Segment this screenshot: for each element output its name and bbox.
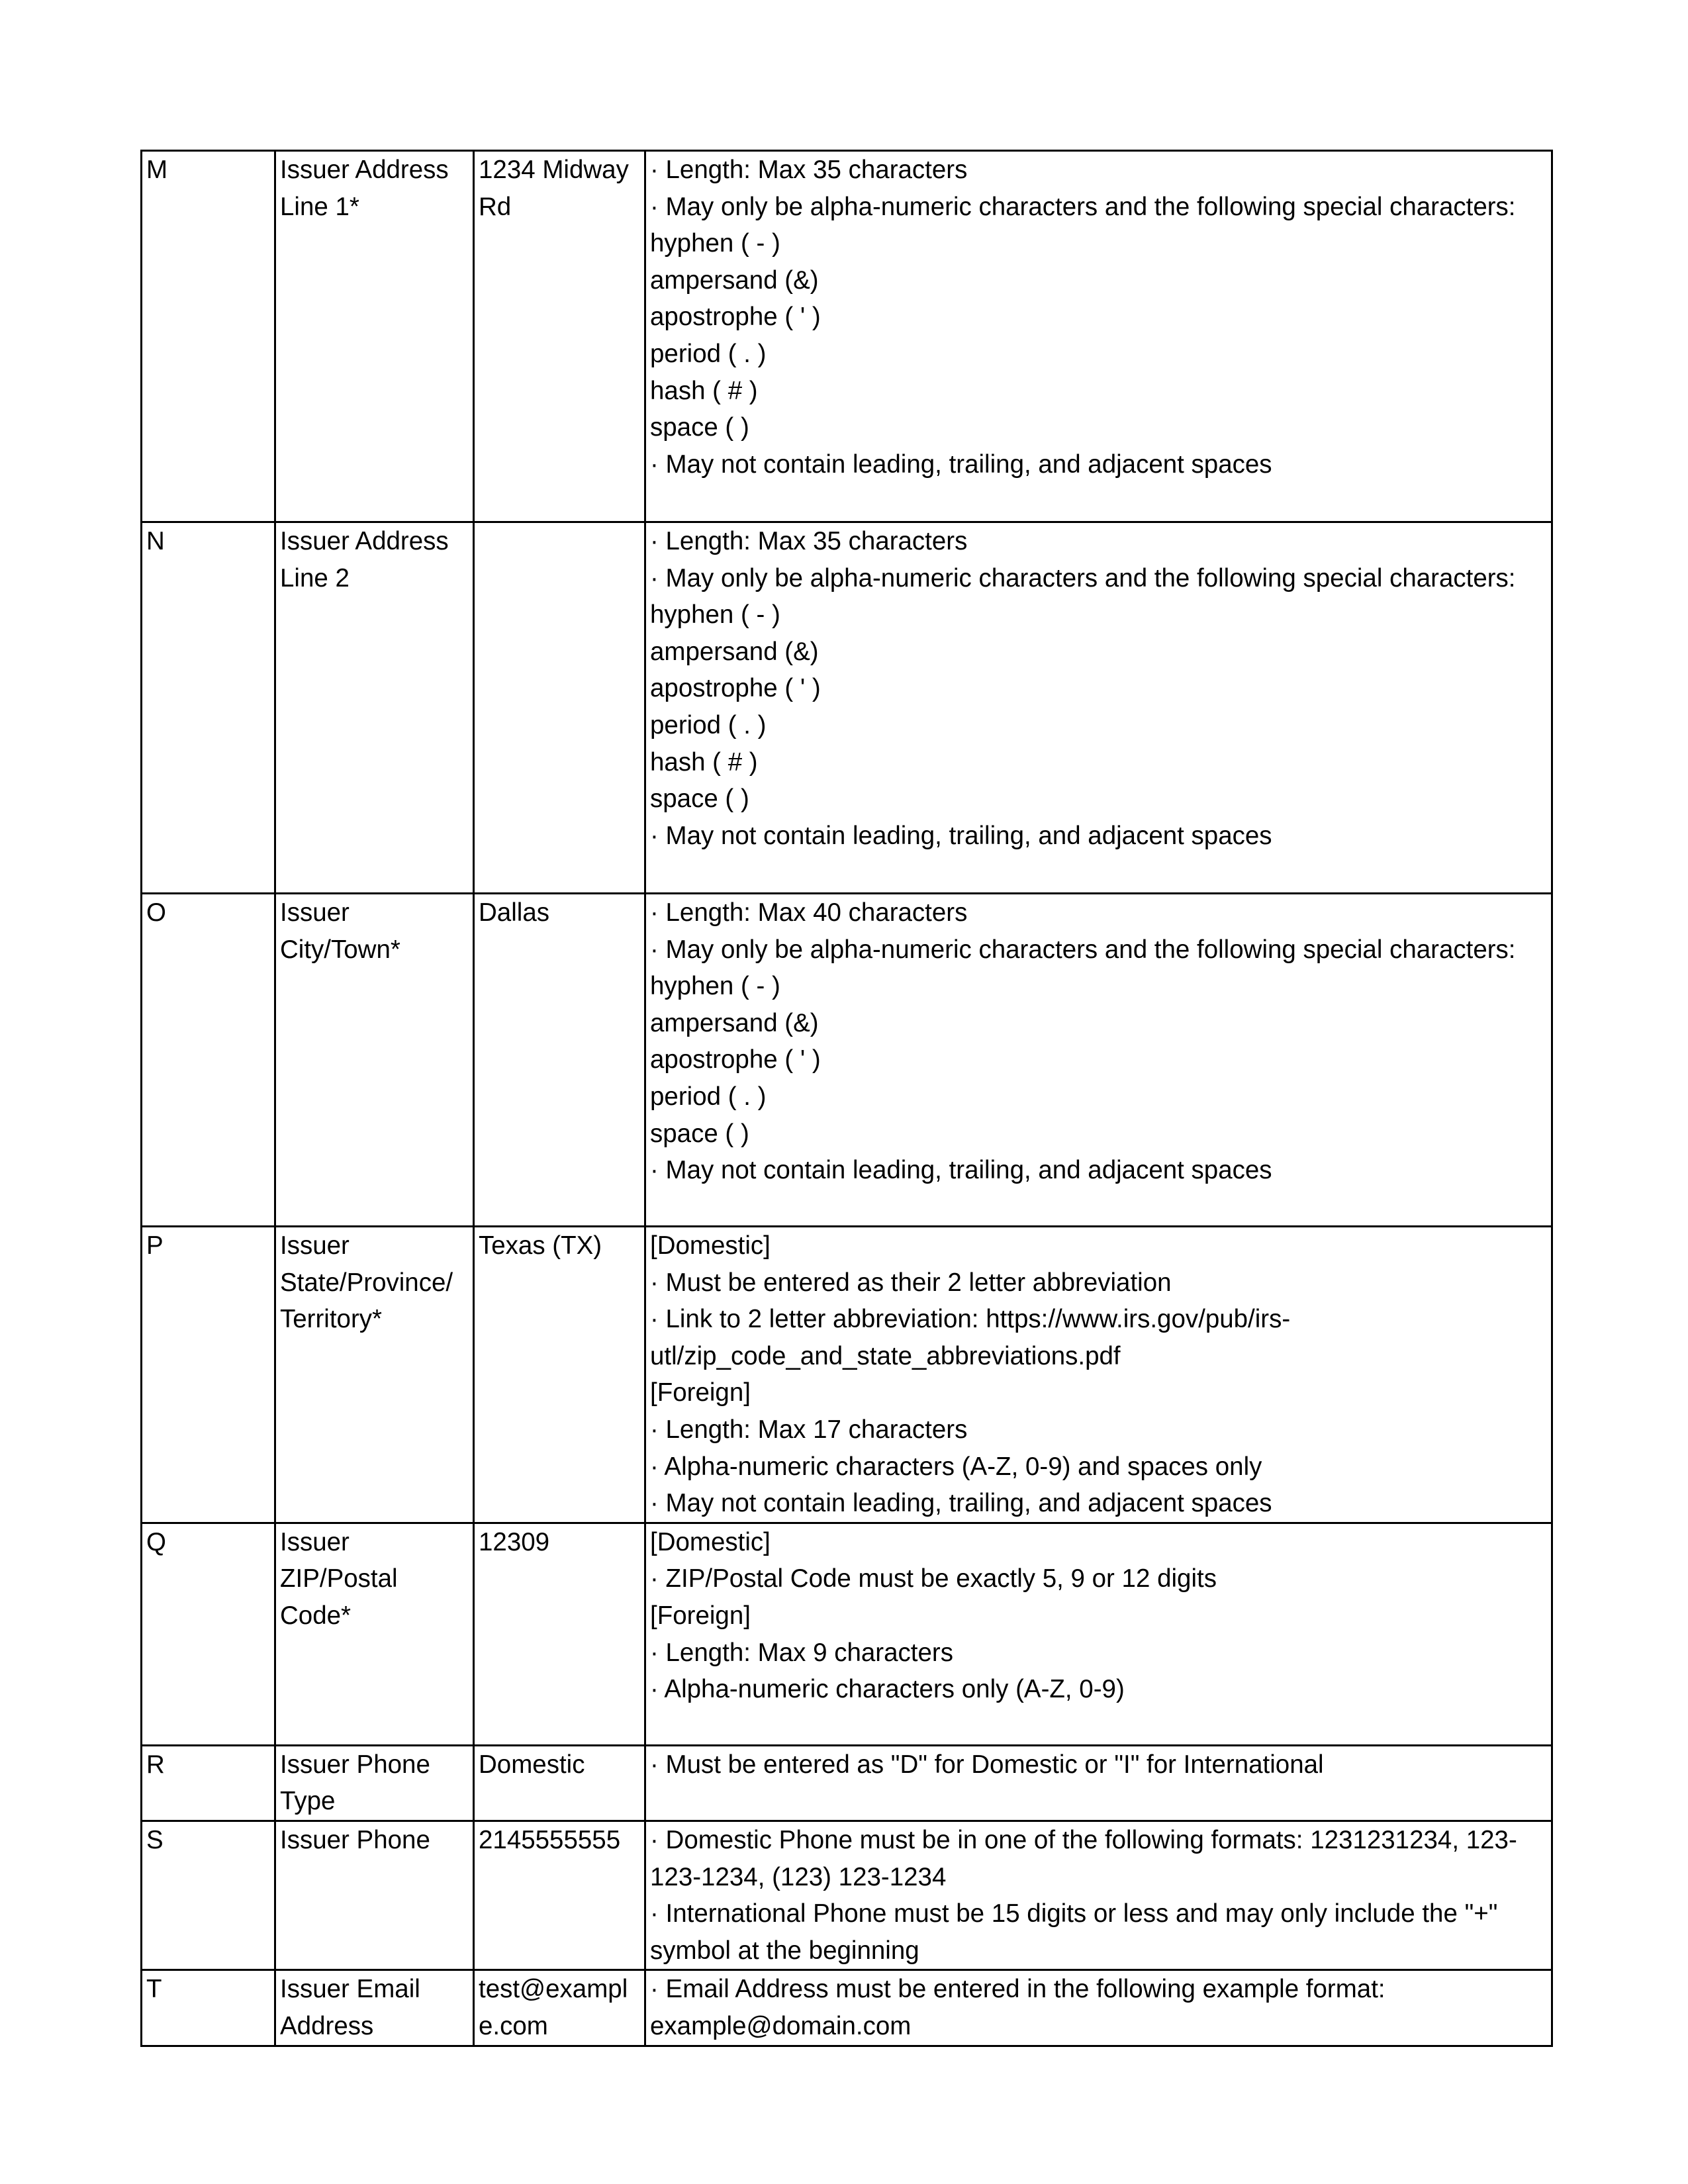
rule-line: ampersand (&) <box>650 637 819 666</box>
rule-line: apostrophe ( ' ) <box>650 1045 821 1074</box>
column-letter-cell: T <box>142 1970 275 2046</box>
field-spec-table <box>140 150 1553 2047</box>
rule-line: period ( . ) <box>650 1082 767 1111</box>
rule-line: · May not contain leading, trailing, and adjacent spaces <box>650 1489 1272 1518</box>
field-name-cell: Issuer ZIP/Postal Code* <box>275 1523 474 1745</box>
column-letter-cell: Q <box>142 1523 275 1745</box>
rule-line: · Length: Max 17 characters <box>650 1415 968 1444</box>
rule-line: hash ( # ) <box>650 376 758 405</box>
table-row <box>142 894 1552 1227</box>
table-row <box>142 522 1552 894</box>
column-letter-cell: M <box>142 151 275 522</box>
rule-line: period ( . ) <box>650 339 767 368</box>
rules-cell <box>645 1970 1552 2046</box>
column-letter-cell: O <box>142 894 275 1227</box>
rule-line: · May only be alpha-numeric characters and the following special characters: <box>650 192 1516 221</box>
rule-line: hyphen ( - ) <box>650 600 780 630</box>
rule-line: · May not contain leading, trailing, and adjacent spaces <box>650 450 1272 479</box>
rule-line: · Alpha-numeric characters (A-Z, 0-9) and spaces only <box>650 1452 1262 1481</box>
rules-cell <box>645 1523 1552 1745</box>
field-name-cell: Issuer City/Town* <box>275 894 474 1227</box>
rule-line: ampersand (&) <box>650 265 819 295</box>
table-row <box>142 1970 1552 2046</box>
example-value-cell: Dallas <box>474 894 645 1227</box>
rule-line: · Length: Max 35 characters <box>650 527 968 555</box>
rules-cell <box>645 151 1552 522</box>
rule-line: hyphen ( - ) <box>650 972 780 1001</box>
example-value-cell: Texas (TX) <box>474 1227 645 1523</box>
rule-line: · May not contain leading, trailing, and adjacent spaces <box>650 1156 1272 1185</box>
rules-cell <box>645 522 1552 894</box>
table-row <box>142 1745 1552 1821</box>
rule-line: hyphen ( - ) <box>650 229 780 258</box>
example-value-cell: 1234 Midway Rd <box>474 151 645 522</box>
example-value-cell: test@example.com <box>474 1970 645 2046</box>
rule-line: · Length: Max 40 characters <box>650 898 968 927</box>
rules-cell <box>645 1227 1552 1523</box>
field-name-cell: Issuer Phone <box>275 1821 474 1970</box>
rule-line: · Must be entered as their 2 letter abbreviation <box>650 1268 1172 1297</box>
rule-line: · Alpha-numeric characters only (A-Z, 0-9) <box>650 1675 1125 1704</box>
rule-line: · Domestic Phone must be in one of the following formats: 1231231234, 123-123-1234, (123) 123-1234 <box>650 1825 1517 1891</box>
rule-line: · Length: Max 35 characters <box>650 156 968 184</box>
rule-line: · ZIP/Postal Code must be exactly 5, 9 or 12 digits <box>650 1564 1217 1593</box>
rule-line: space ( ) <box>650 413 749 442</box>
table-row <box>142 1821 1552 1970</box>
rule-line: apostrophe ( ' ) <box>650 303 821 332</box>
rule-line: space ( ) <box>650 784 749 814</box>
rule-line: [Foreign] <box>650 1378 751 1407</box>
table-row <box>142 151 1552 522</box>
rule-line: · Must be entered as "D" for Domestic or "I" for International <box>650 1750 1324 1779</box>
field-name-cell: Issuer Address Line 2 <box>275 522 474 894</box>
field-name-cell: Issuer Address Line 1* <box>275 151 474 522</box>
rule-line: · May only be alpha-numeric characters and the following special characters: <box>650 935 1516 964</box>
rule-line: ampersand (&) <box>650 1008 819 1037</box>
example-value-cell: Domestic <box>474 1745 645 1821</box>
rule-line: [Foreign] <box>650 1601 751 1630</box>
rules-cell <box>645 1745 1552 1821</box>
rules-cell <box>645 894 1552 1227</box>
rule-line: period ( . ) <box>650 710 767 739</box>
rules-cell <box>645 1821 1552 1970</box>
example-value-cell <box>474 522 645 894</box>
rule-line: · Email Address must be entered in the following example format: example@domain.com <box>650 1975 1393 2040</box>
rule-line: · Length: Max 9 characters <box>650 1638 953 1667</box>
table-row <box>142 1227 1552 1523</box>
rule-line: space ( ) <box>650 1119 749 1148</box>
field-name-cell: Issuer State/Province/ Territory* <box>275 1227 474 1523</box>
table-row <box>142 1523 1552 1745</box>
example-value-cell: 2145555555 <box>474 1821 645 1970</box>
column-letter-cell: P <box>142 1227 275 1523</box>
rule-line: [Domestic] <box>650 1231 771 1260</box>
example-value-cell: 12309 <box>474 1523 645 1745</box>
rule-line: apostrophe ( ' ) <box>650 674 821 703</box>
rule-line: · May only be alpha-numeric characters and the following special characters: <box>650 563 1516 593</box>
rule-line: · Link to 2 letter abbreviation: https://www.irs.gov/pub/irs-utl/zip_code_and_state_abbreviations.pdf <box>650 1305 1291 1370</box>
rule-line: [Domestic] <box>650 1527 771 1556</box>
rule-line: hash ( # ) <box>650 747 758 777</box>
column-letter-cell: R <box>142 1745 275 1821</box>
column-letter-cell: N <box>142 522 275 894</box>
column-letter-cell: S <box>142 1821 275 1970</box>
field-name-cell: Issuer Phone Type <box>275 1745 474 1821</box>
rule-line: · International Phone must be 15 digits or less and may only include the "+" symbol at the beginning <box>650 1899 1505 1965</box>
field-name-cell: Issuer Email Address <box>275 1970 474 2046</box>
rule-line: · May not contain leading, trailing, and adjacent spaces <box>650 821 1272 850</box>
